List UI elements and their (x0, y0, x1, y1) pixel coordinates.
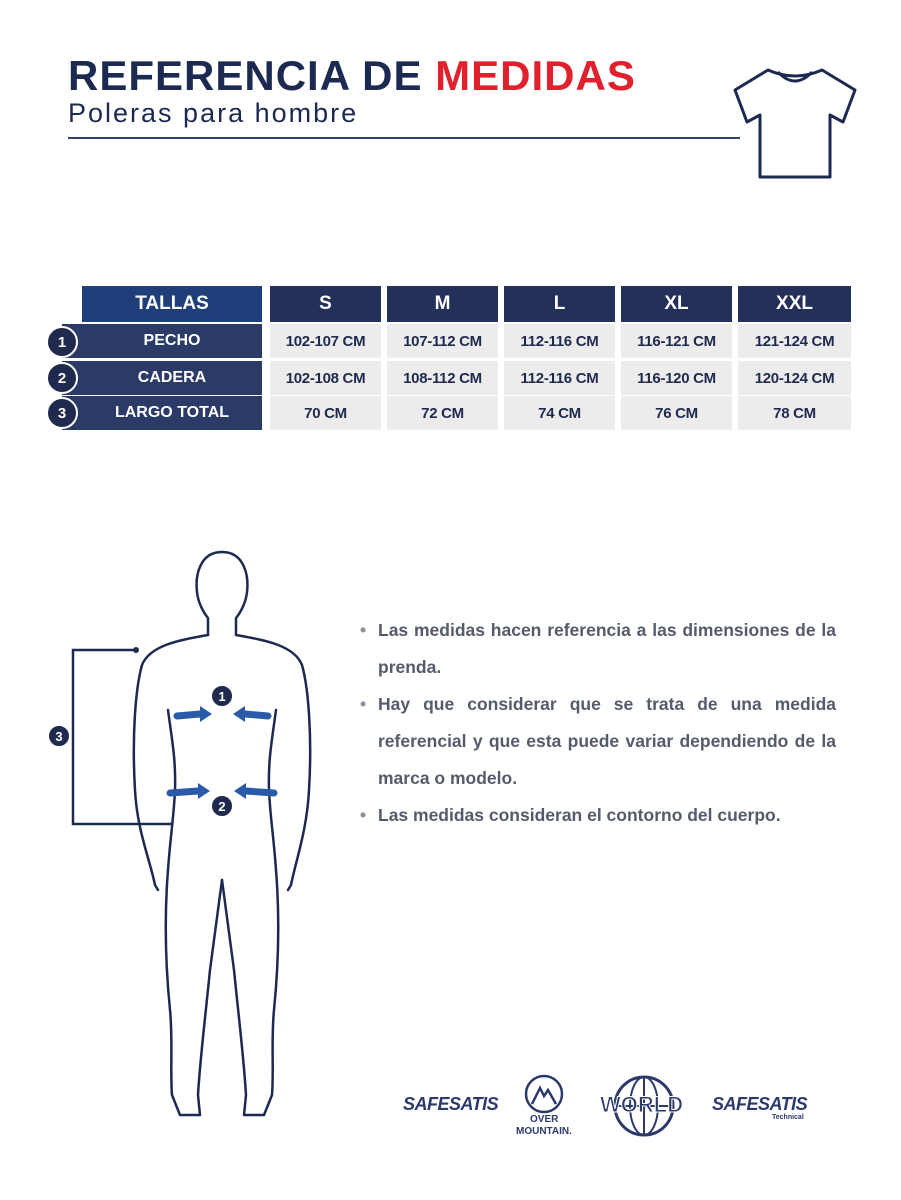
table-cell: 76 CM (621, 396, 732, 430)
note-item: • Hay que considerar que se trata de una medida referencial y que esta puede variar dependiendo de la marca o modelo. (360, 686, 836, 797)
table-cell: 78 CM (738, 396, 851, 430)
table-cell: 116-121 CM (621, 324, 732, 358)
table-cell: 102-108 CM (270, 361, 381, 395)
table-cell: 112-116 CM (504, 324, 615, 358)
marker-hip: 2 (218, 799, 226, 814)
note-item: • Las medidas consideran el contorno del cuerpo. (360, 797, 836, 834)
table-cell: 121-124 CM (738, 324, 851, 358)
table-cell: 108-112 CM (387, 361, 498, 395)
row-number-badge: 2 (46, 362, 78, 394)
brand-logos (400, 1070, 820, 1150)
table-cell: 120-124 CM (738, 361, 851, 395)
table-cell: 102-107 CM (270, 324, 381, 358)
title-main: REFERENCIA DE (68, 52, 423, 99)
table-cell: 72 CM (387, 396, 498, 430)
size-header: S (270, 286, 381, 322)
row-label-pecho: PECHO (62, 324, 262, 358)
size-header: M (387, 286, 498, 322)
tshirt-icon (730, 60, 860, 185)
row-number-badge: 3 (46, 397, 78, 429)
world-logo-text: WORLD (600, 1092, 684, 1117)
title-accent: MEDIDAS (435, 52, 636, 99)
body-silhouette-diagram (40, 540, 340, 1140)
marker-chest: 1 (218, 689, 226, 704)
header-divider (68, 137, 740, 139)
marker-length: 3 (55, 729, 63, 744)
technical-logo-text: Technical (772, 1114, 804, 1121)
table-cell: 74 CM (504, 396, 615, 430)
size-header: XXL (738, 286, 851, 322)
row-number-badge: 1 (46, 326, 78, 358)
page-title (68, 52, 636, 100)
note-item: • Las medidas hacen referencia a las dimensiones de la prenda. (360, 612, 836, 686)
safesatis-technical-logo: SAFESATIS (712, 1094, 808, 1114)
page-subtitle: Poleras para hombre (68, 98, 359, 128)
size-header: L (504, 286, 615, 322)
over-logo-text: OVER (530, 1114, 559, 1125)
table-corner-label: TALLAS (82, 286, 262, 322)
safesatis-logo: SAFESATIS (403, 1094, 499, 1114)
table-cell: 116-120 CM (621, 361, 732, 395)
size-header: XL (621, 286, 732, 322)
row-label-largo-total: LARGO TOTAL (62, 396, 262, 430)
table-cell: 107-112 CM (387, 324, 498, 358)
row-label-cadera: CADERA (62, 361, 262, 395)
table-cell: 112-116 CM (504, 361, 615, 395)
notes-list (360, 612, 836, 834)
table-cell: 70 CM (270, 396, 381, 430)
mountain-logo-text: MOUNTAIN. (516, 1126, 572, 1137)
over-mountain-logo-icon (522, 1072, 566, 1116)
